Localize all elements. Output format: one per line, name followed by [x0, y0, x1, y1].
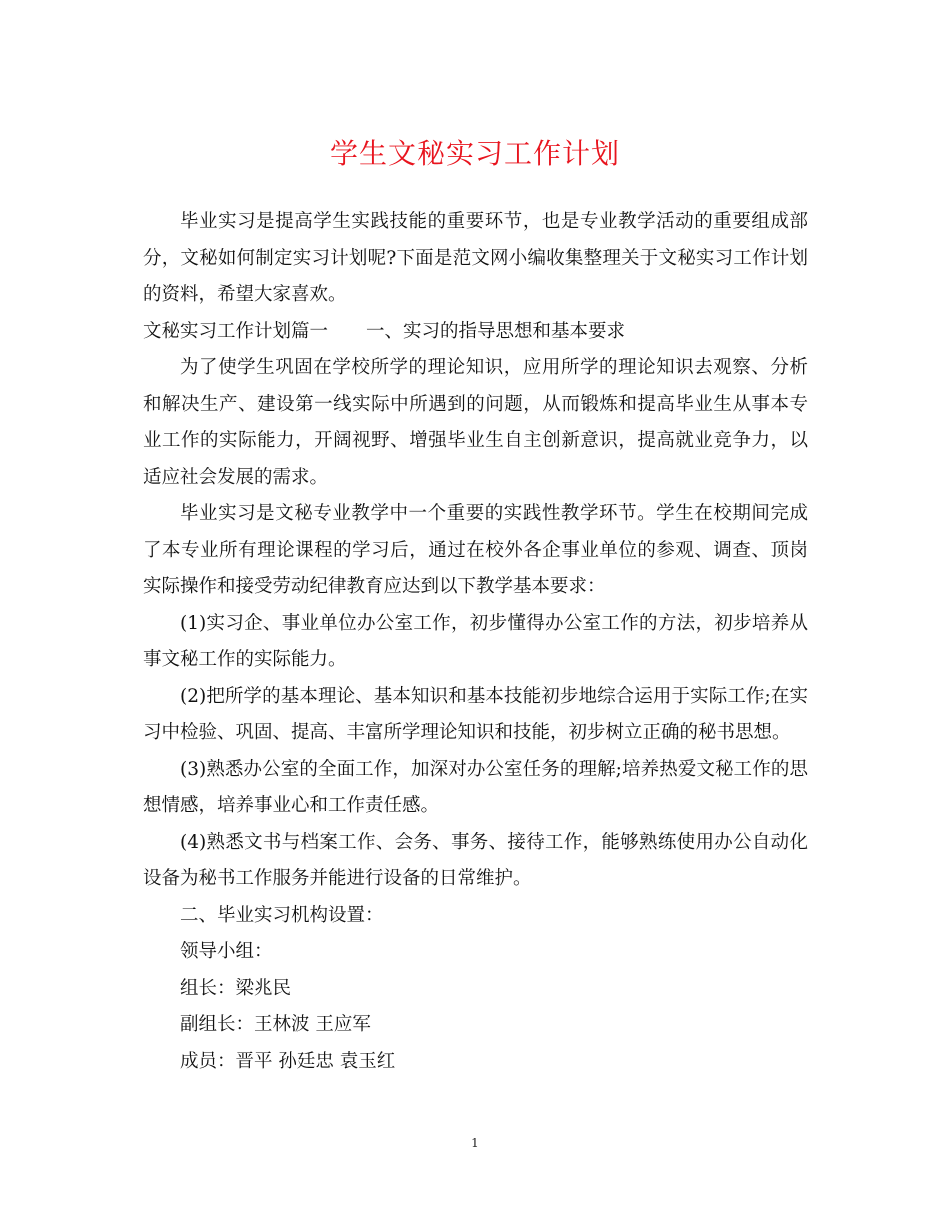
section1-heading: 一、实习的指导思想和基本要求 — [366, 320, 626, 342]
goal-paragraph: 为了使学生巩固在学校所学的理论知识，应用所学的理论知识去观察、分析和解决生产、建设第一线实际中所遇到的问题，从而锻炼和提高毕业生从事本专业工作的实际能力，开阔视野、增强毕业生自主创新意识，提高就业竞争力，以适应社会发展的需求。 — [143, 357, 808, 488]
requirement-item-4: (4)熟悉文书与档案工作、会务、事务、接待工作，能够熟练使用办公自动化设备为秘书工作服务并能进行设备的日常维护。 — [143, 831, 808, 889]
members-line: 成员：晋平 孙廷忠 袁玉红 — [180, 1050, 396, 1072]
deputy-leaders-line: 副组长：王林波 王应军 — [180, 1014, 371, 1035]
requirement-item-3: (3)熟悉办公室的全面工作，加深对办公室任务的理解;培养热爱文秘工作的思想情感，培养事业心和工作责任感。 — [143, 758, 808, 816]
section2-heading: 二、毕业实习机构设置： — [180, 904, 384, 926]
document-body — [143, 204, 808, 1080]
intro-paragraph: 毕业实习是提高学生实践技能的重要环节，也是专业教学活动的重要组成部分，文秘如何制定实习计划呢?下面是范文网小编收集整理关于文秘实习工作计划的资料，希望大家喜欢。 — [143, 211, 808, 305]
leadership-label: 领导小组： — [180, 941, 273, 962]
leader-line: 组长：梁兆民 — [180, 977, 292, 999]
requirement-item-1: (1)实习企、事业单位办公室工作，初步懂得办公室工作的方法，初步培养从事文秘工作的实际能力。 — [143, 612, 808, 670]
section-label-line — [143, 314, 808, 351]
page-number: 1 — [471, 1136, 479, 1150]
section-label: 文秘实习工作计划篇一 — [143, 320, 329, 342]
requirement-item-2: (2)把所学的基本理论、基本知识和基本技能初步地综合运用于实际工作;在实习中检验、巩固、提高、丰富所学理论知识和技能，初步树立正确的秘书思想。 — [143, 685, 808, 743]
requirements-paragraph: 毕业实习是文秘专业教学中一个重要的实践性教学环节。学生在校期间完成了本专业所有理论课程的学习后，通过在校外各企事业单位的参观、调查、顶岗实际操作和接受劳动纪律教育应达到以下教学基本要求： — [143, 503, 808, 597]
document-title: 学生文秘实习工作计划 — [329, 137, 620, 170]
